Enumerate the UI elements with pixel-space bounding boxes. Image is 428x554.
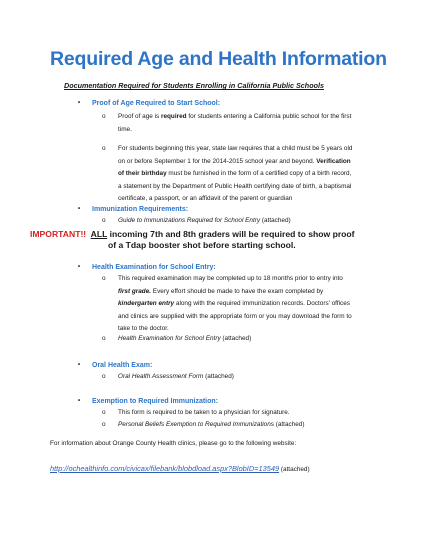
sub-bullet-marker: o xyxy=(102,145,106,152)
sub-bullet-marker: o xyxy=(102,409,106,416)
important-notice: IMPORTANT!! ALL incoming 7th and 8th graders will be required to show proof of a Tdap booster shot before starting school. xyxy=(30,229,355,250)
bullet-health-exam xyxy=(78,264,216,271)
bullet-oral-health xyxy=(78,362,153,369)
list-item-immunization-1: o Guide to Immunizations Required for School Entry (attached) xyxy=(118,215,408,228)
bullet-dot: • xyxy=(78,398,81,404)
sub-bullet-marker: o xyxy=(102,275,106,282)
bullet-dot: • xyxy=(78,264,81,270)
sub-bullet-marker: o xyxy=(102,113,106,120)
list-item-health-exam-2: o Health Examination for School Entry (attached) xyxy=(118,333,408,346)
bullet-proof-of-age xyxy=(78,100,221,107)
important-label: IMPORTANT!! xyxy=(30,229,87,239)
page-subtitle: Documentation Required for Students Enrolling in California Public Schools xyxy=(64,81,324,90)
bullet-exemption xyxy=(78,398,219,405)
list-item-exemption-2: o Personal Beliefs Exemption to Required Immunizations (attached) xyxy=(118,419,408,432)
section-heading-health-exam: Health Examination for School Entry: xyxy=(92,264,216,271)
bullet-immunization xyxy=(78,206,189,213)
link-note: (attached) xyxy=(279,466,310,473)
sub-bullet-marker: o xyxy=(102,373,106,380)
bullet-dot: • xyxy=(78,100,81,106)
list-item-health-exam-1: o This required examination may be completed up to 18 months prior to entry into first grade. Every effort should be made to have the exam completed by kindergarten entry along with the required immunization records. Doctors' offices and clinics are supplied with the appropriate form or you may download the form to take to the doctor. xyxy=(102,275,352,332)
sub-bullet-marker: o xyxy=(102,217,106,224)
list-item-age-2: o For students beginning this year, state law requires that a child must be 5 years old on or before September 1 for the 2014-2015 school year and beyond. Verification of their birthday must be furnished in the form of a certified copy of a birth record, a statement by the Department of Public Health certifying date of birth, a baptismal certificate, a passport, or an affidavit of the parent or guardian xyxy=(102,145,353,202)
footer-text: For information about Orange County Health clinics, please go to the following website: xyxy=(50,440,297,447)
section-heading-immunization: Immunization Requirements: xyxy=(92,206,189,213)
sub-bullet-marker: o xyxy=(102,335,106,342)
list-item-oral-1: o Oral Health Assessment Form (attached) xyxy=(118,371,408,384)
list-item-age-1: o Proof of age is required for students entering a California public school for the first time. xyxy=(102,113,352,133)
section-heading-age: Proof of Age Required to Start School: xyxy=(92,100,221,107)
section-heading-exemption: Exemption to Required Immunization: xyxy=(92,398,219,405)
link-line xyxy=(50,464,310,473)
list-item-exemption-1: o This form is required to be taken to a physician for signature. xyxy=(118,407,408,420)
bullet-dot: • xyxy=(78,206,81,212)
page-title: Required Age and Health Information xyxy=(50,48,387,70)
sub-bullet-marker: o xyxy=(102,421,106,428)
section-heading-oral: Oral Health Exam: xyxy=(92,362,153,369)
bullet-dot: • xyxy=(78,362,81,368)
health-info-link[interactable]: http://ochealthinfo.com/civicax/filebank/blobdload.aspx?BlobID=13549 xyxy=(50,464,280,473)
